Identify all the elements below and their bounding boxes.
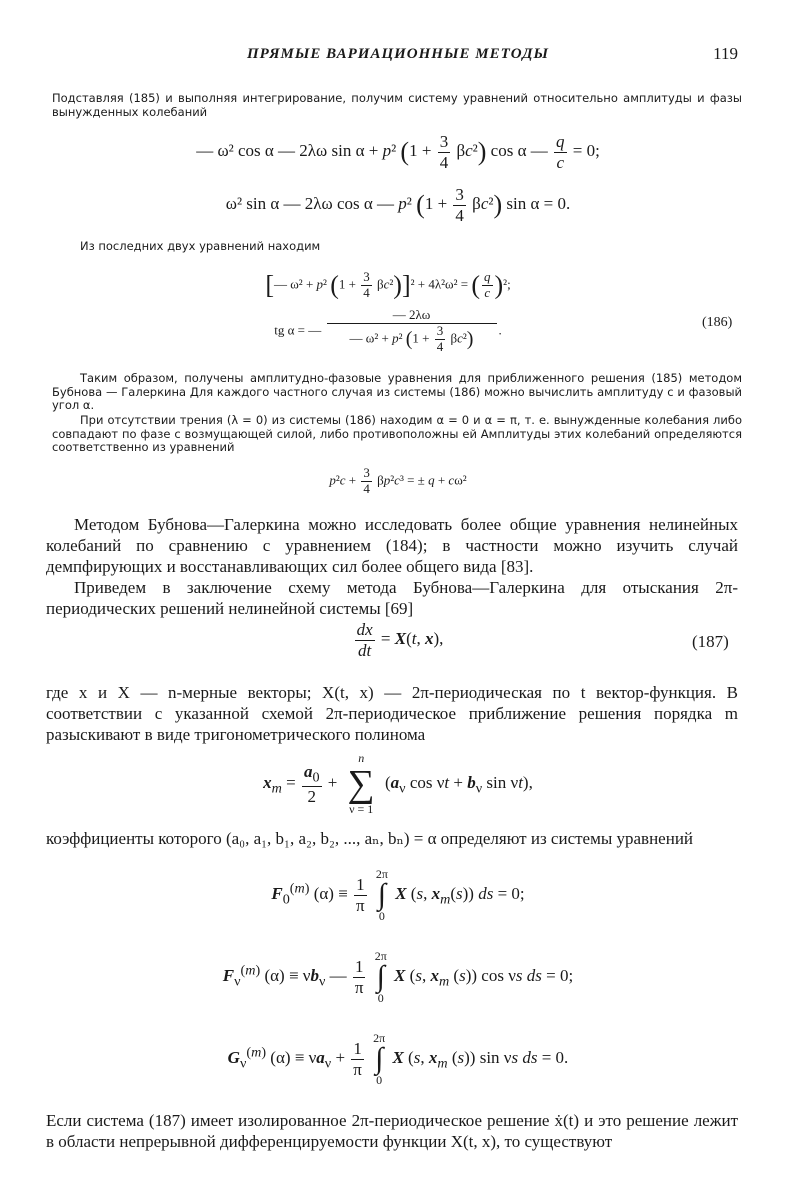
paragraph-4: При отсутствии трения (λ = 0) из системы (186) находим α = 0 и α = π, т. е. вынужденные колебания либо совпадают по фазе с возмущающей силой, либо противоположны ей Амплитуды этих колебаний определяются соответственно из уравнений	[52, 413, 742, 454]
equation-xm: $x_m$ = $\frac{a_0}{2}$ + n ∑ ν = 1 ($a_\nu$ $\cos \nu t + b_\nu$ sin νt),	[263, 751, 533, 816]
paragraph-5: Методом Бубнова—Галеркина можно исследовать более общие уравнения нелинейных колебаний по сравнению с уравнением (184); в частности можно изучить случай демпфирующих и восстанавливающих сил более общего вида [83].	[46, 515, 738, 576]
equation-F0: $F_0^{(m)}$ (α) ≡ $\frac{1}{\pi}$ 2π ∫ 0 X (s, $x_m(s)$) ds = 0;	[271, 867, 525, 923]
equation-185a: — ω² cos α — 2λω sin α + p² (1 + $\frac{3}{4}$ βc²) cos α — $\frac{q}{c}$ = 0;	[196, 132, 600, 172]
paragraph-9: Если система (187) имеет изолированное 2π-периодическое решение ẋ(t) и это решение лежит в области непрерывной дифференцируемости функции X(t, x), то существуют	[46, 1111, 738, 1151]
equation-185b: ω² sin α — 2λω cos α — p² (1 + $\frac{3}{4}$ βc²) sin α = 0.	[225, 185, 571, 225]
paragraph-2: Из последних двух уравнений находим	[80, 239, 321, 253]
equation-186b: tg α = — — 2λω — ω² + p² (1 + $\frac{3}{4}$ βc²) .	[274, 307, 502, 354]
equation-187: $\frac{dx}{dt}$ = X(t, x),	[356, 620, 444, 660]
paragraph-3: Таким образом, получены амплитудно-фазовые уравнения для приближенного решения (185) методом Бубнова — Галеркина Для каждого частного случая из системы (186) можно вычислить амплитуду c и фазовый угол α.	[52, 371, 742, 412]
paragraph-7: где x и X — n-мерные векторы; X(t, x) — 2π-периодическая по t вектор-функция. В соответствии с указанной схемой 2π-периодическое приближение решения порядка m разыскивают в виде тригонометрического полинома	[46, 683, 738, 744]
paragraph-1: Подставляя (185) и выполняя интегрирование, получим систему уравнений относительно амплитуды и фазы вынужденных колебаний	[52, 91, 742, 119]
equation-Gv: $G_\nu^{(m)}$ $(\alpha) \equiv \nu a_\nu$ + $\frac{1}{\pi}$ 2π ∫ 0 X (s, $x_m$ (s)) sin νs ds = 0.	[227, 1031, 569, 1087]
equation-amplitude: p²c + $\frac{3}{4}$ βp²c³ = ± q + cω²	[329, 465, 467, 496]
running-title: ПРЯМЫЕ ВАРИАЦИОННЫЕ МЕТОДЫ	[247, 46, 549, 62]
equation-Fv: $F_\nu^{(m)}$ $(\alpha) \equiv \nu b_\nu$ — $\frac{1}{\pi}$ 2π ∫ 0 X (s, $x_m$ (s)) cos νs ds = 0;	[222, 949, 574, 1005]
equation-186a: [— ω² + p² (1 + $\frac{3}{4}$ βc²)]² + 4λ²ω² = ( $\frac{q}{c}$ )²;	[265, 269, 511, 300]
paragraph-6: Приведем в заключение схему метода Бубнова—Галеркина для отыскания 2π-периодических решений нелинейной системы [69]	[46, 578, 738, 618]
page-number: 119	[713, 44, 738, 63]
equation-187-label: (187)	[692, 632, 729, 651]
paragraph-8: коэффициенты которого (a₀, a₁, b₁, a₂, b₂, ..., aₙ, bₙ) = α определяют из системы уравнений	[46, 829, 694, 848]
equation-186-label: (186)	[702, 315, 733, 330]
